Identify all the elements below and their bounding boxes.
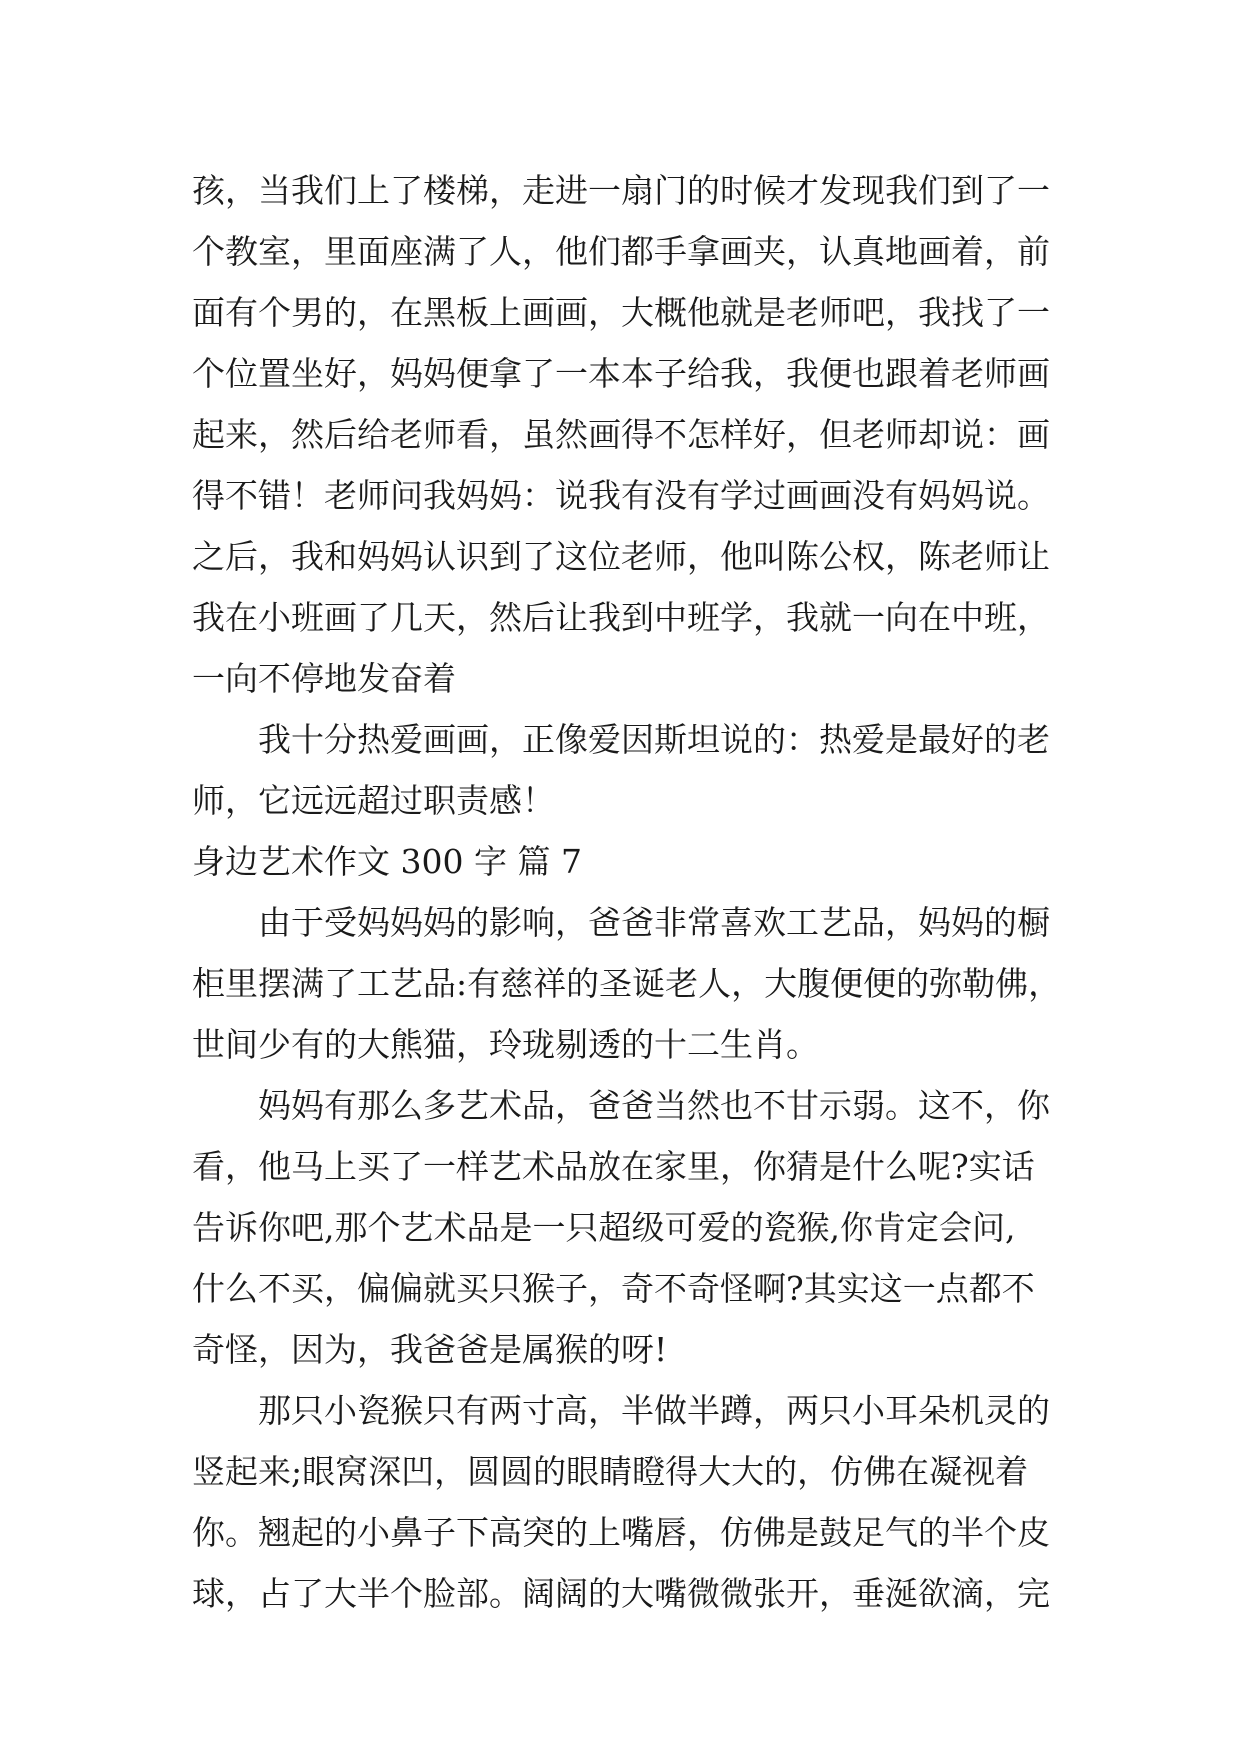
text-line: 球，占了大半个脸部。阔阔的大嘴微微张开，垂涎欲滴，完 <box>192 1574 1050 1613</box>
text-line: 我在小班画了几天，然后让我到中班学，我就一向在中班， <box>192 598 1050 637</box>
paragraph-crafts <box>192 892 1072 1075</box>
text-line: 你。翘起的小鼻子下高突的上嘴唇，仿佛是鼓足气的半个皮 <box>192 1513 1050 1552</box>
text-line: 我十分热爱画画，正像爱因斯坦说的：热爱是最好的老 <box>258 720 1050 759</box>
paragraph-love-painting <box>192 709 1072 831</box>
text-line: 世间少有的大熊猫，玲珑剔透的十二生肖。 <box>192 1025 819 1064</box>
text-line: 个位置坐好，妈妈便拿了一本本子给我，我便也跟着老师画 <box>192 354 1050 393</box>
paragraph-monkey-description <box>192 1380 1072 1624</box>
text-line: 起来，然后给老师看，虽然画得不怎样好，但老师却说：画 <box>192 415 1050 454</box>
text-line: 由于受妈妈妈的影响，爸爸非常喜欢工艺品，妈妈的橱 <box>258 903 1050 942</box>
text-line: 什么不买，偏偏就买只猴子，奇不奇怪啊?其实这一点都不 <box>192 1269 1035 1308</box>
text-line: 那只小瓷猴只有两寸高，半做半蹲，两只小耳朵机灵的 <box>258 1391 1050 1430</box>
text-line: 得不错！老师问我妈妈：说我有没有学过画画没有妈妈说。 <box>192 476 1050 515</box>
text-line: 个教室，里面座满了人，他们都手拿画夹，认真地画着，前 <box>192 232 1050 271</box>
paragraph-continuation <box>192 160 1072 709</box>
text-line: 孩，当我们上了楼梯，走进一扇门的时候才发现我们到了一 <box>192 171 1050 210</box>
text-line: 一向不停地发奋着 <box>192 659 456 698</box>
text-line: 柜里摆满了工艺品:有慈祥的圣诞老人，大腹便便的弥勒佛， <box>192 964 1062 1003</box>
text-line: 面有个男的，在黑板上画画，大概他就是老师吧，我找了一 <box>192 293 1050 332</box>
text-line: 妈妈有那么多艺术品，爸爸当然也不甘示弱。这不，你 <box>258 1086 1050 1125</box>
text-line: 竖起来;眼窝深凹，圆圆的眼睛瞪得大大的，仿佛在凝视着 <box>192 1452 1029 1491</box>
text-line: 师，它远远超过职责感！ <box>192 781 555 820</box>
section-heading: 身边艺术作文 300 字 篇 7 <box>192 842 582 881</box>
paragraph-monkey-purchase <box>192 1075 1072 1380</box>
article-body <box>192 160 1072 1624</box>
text-line: 之后，我和妈妈认识到了这位老师，他叫陈公权，陈老师让 <box>192 537 1050 576</box>
text-line: 告诉你吧,那个艺术品是一只超级可爱的瓷猴,你肯定会问, <box>192 1208 1016 1247</box>
text-line: 看，他马上买了一样艺术品放在家里，你猜是什么呢?实话 <box>192 1147 1035 1186</box>
text-line: 奇怪，因为，我爸爸是属猴的呀! <box>192 1330 668 1369</box>
